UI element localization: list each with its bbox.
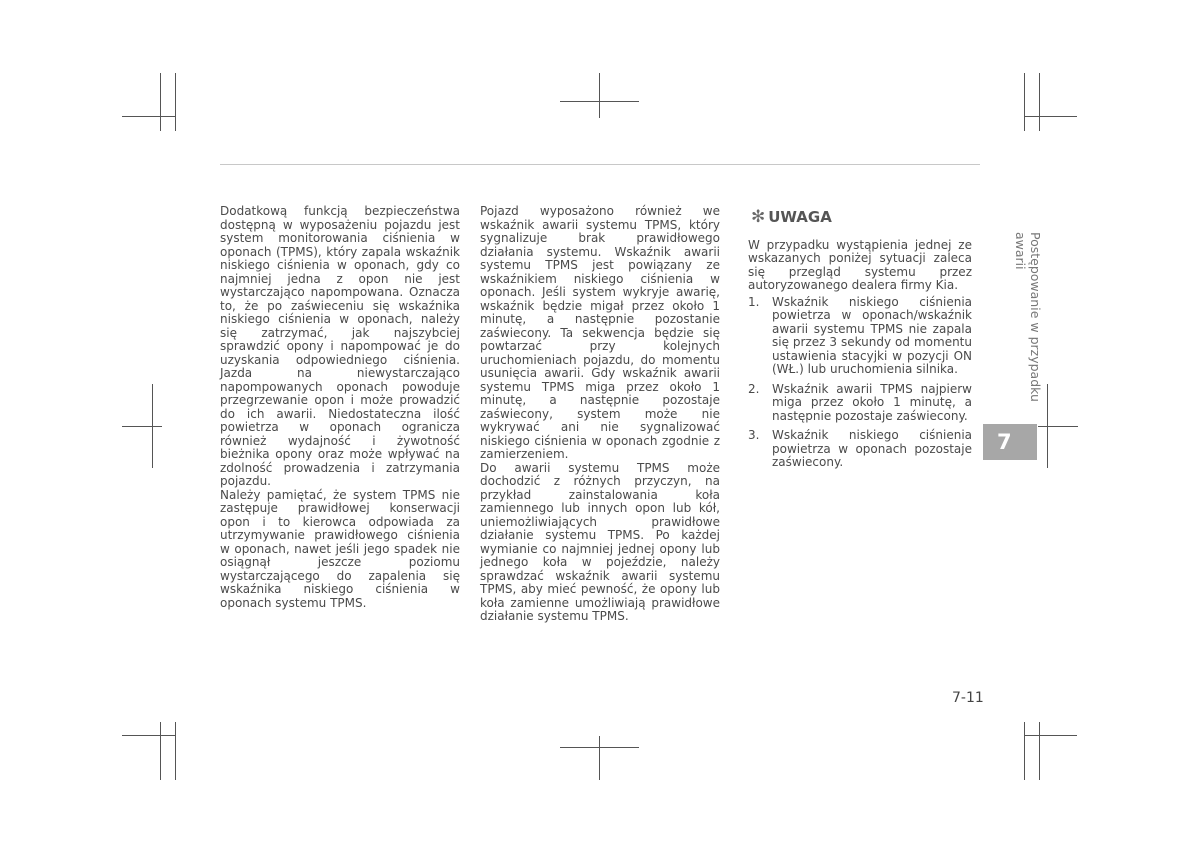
crop-mark — [160, 73, 161, 131]
crop-mark — [1024, 73, 1025, 131]
crop-mark — [122, 426, 162, 427]
section-title: Postępowanie w przypadku awarii — [1013, 232, 1043, 402]
note-heading — [751, 207, 972, 227]
list-item — [748, 429, 972, 470]
crop-mark — [1024, 116, 1077, 117]
crop-mark — [152, 384, 153, 468]
paragraph: Dodatkową funkcją bezpieczeństwa dostępną w wyposażeniu pojazdu jest system monitorowania ciśnienia w oponach (TPMS), który zapala wskaźnik niskiego ciśnienia w oponach, gdy co najmniej jedna z opon nie jest wystarczająco napompowana. Oznacza to, że po zaświeceniu się wskaźnika niskiego ciśnienia w oponach, należy się zatrzymać, jak najszybciej sprawdzić opony i napompować je do uzyskania odpowiedniego ciśnienia. Jazda na niewystarczająco napompowanych oponach powoduje przegrzewanie opon i może prowadzić do ich awarii. Niedostateczna ilość powietrza w oponach ogranicza również wydajność i żywotność bieżnika opony oraz może wpływać na zdolność prowadzenia i zatrzymania pojazdu. — [220, 204, 460, 488]
note-asterisk-icon: ✻ — [751, 207, 766, 227]
text-column-1 — [220, 205, 460, 610]
list-item — [748, 296, 972, 377]
crop-mark — [1047, 384, 1048, 468]
header-rule — [220, 164, 980, 165]
list-item-text: Wskaźnik awarii TPMS najpierw miga przez około 1 minutę, a następnie pozostaje zaświecony. — [772, 381, 972, 423]
chapter-tab — [983, 424, 1037, 460]
crop-mark — [175, 73, 176, 131]
crop-mark — [1024, 722, 1025, 780]
crop-mark — [1039, 73, 1040, 131]
paragraph: Należy pamiętać, że system TPMS nie zastępuje prawidłowej konserwacji opon i to kierowca odpowiada za utrzymywanie prawidłowego ciśnienia w oponach, nawet jeśli jego spadek nie osiągnął jeszcze poziomu wystarczającego do zapalenia się wskaźnika niskiego ciśnienia w oponach systemu TPMS. — [220, 487, 460, 610]
crop-mark — [175, 722, 176, 780]
crop-mark — [1039, 722, 1040, 780]
crop-mark — [599, 736, 600, 780]
list-item-text: Wskaźnik niskiego ciśnienia powietrza w oponach/wskaźnik awarii systemu TPMS nie zapala się przez 3 sekundy od momentu ustawienia stacyjki w pozycji ON (WŁ.) lub uruchomienia silnika. — [772, 294, 972, 376]
text-column-2 — [480, 205, 720, 624]
chapter-number: 7 — [997, 430, 1012, 454]
section-sidebar — [983, 232, 1043, 422]
crop-mark — [160, 722, 161, 780]
list-item-number: 2. — [748, 381, 760, 396]
crop-mark — [122, 116, 175, 117]
list-item — [748, 383, 972, 424]
note-list — [748, 296, 972, 470]
paragraph: Do awarii systemu TPMS może dochodzić z różnych przyczyn, na przykład zainstalowania koła zamiennego lub innych opon lub kół, uniemożliwiających prawidłowe działanie systemu TPMS. Po każdej wymianie co najmniej jednej opony lub jednego koła w pojeździe, należy sprawdzać wskaźnik awarii systemu TPMS, aby mieć pewność, że opony lub koła zamienne umożliwiają prawidłowe działanie systemu TPMS. — [480, 460, 720, 623]
note-title: UWAGA — [768, 208, 832, 226]
page-number: 7-11 — [952, 690, 984, 706]
list-item-number: 1. — [748, 294, 760, 309]
crop-mark — [599, 73, 600, 118]
note-intro: W przypadku wystąpienia jednej ze wskazanych poniżej sytuacji zaleca się przegląd systemu przez autoryzowanego dealera firmy Kia. — [748, 237, 972, 292]
crop-mark — [122, 735, 175, 736]
list-item-text: Wskaźnik niskiego ciśnienia powietrza w oponach pozostaje zaświecony. — [772, 428, 972, 469]
note-box — [748, 205, 972, 476]
crop-mark — [1024, 735, 1077, 736]
crop-mark — [1038, 426, 1078, 427]
paragraph: Pojazd wyposażono również we wskaźnik awarii systemu TPMS, który sygnalizuje brak prawidłowego działania systemu. Wskaźnik awarii systemu TPMS jest powiązany ze wskaźnikiem niskiego ciśnienia w oponach. Jeśli system wykryje awarię, wskaźnik będzie migał przez około 1 minutę, a następnie pozostanie zaświecony. Ta sekwencja będzie się powtarzać przy kolejnych uruchomieniach pojazdu, do momentu usunięcia awarii. Gdy wskaźnik awarii systemu TPMS miga przez około 1 minutę, a następnie pozostaje zaświecony, system może nie wykrywać ani nie sygnalizować niskiego ciśnienia w oponach zgodnie z zamierzeniem. — [480, 204, 720, 461]
list-item-number: 3. — [748, 428, 760, 442]
